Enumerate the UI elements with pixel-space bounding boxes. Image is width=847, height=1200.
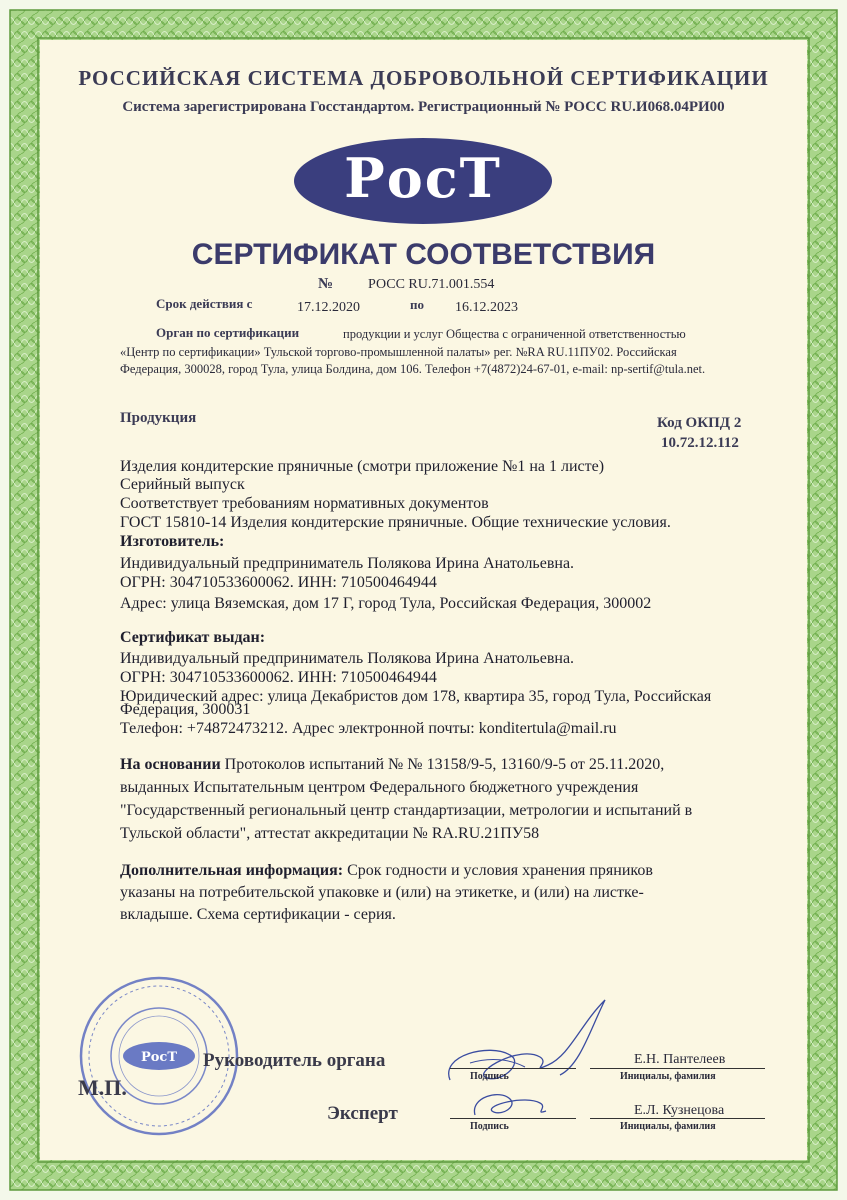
- to-label: по: [410, 297, 424, 312]
- validity-label: Срок действия с: [156, 296, 253, 311]
- head-name: Е.Н. Пантелеев: [634, 1052, 726, 1067]
- additional-line-2: указаны на потребительской упаковке и (или) на этикетке, и (или) на листке-: [120, 884, 644, 901]
- certification-body-line2: «Центр по сертификации» Тульской торгово-промышленной палаты» рег. №RA RU.11ПУ02. Российская: [120, 345, 677, 359]
- number-label: №: [318, 276, 334, 292]
- okpd-code: 10.72.12.112: [661, 435, 739, 451]
- basis-line-3: "Государственный региональный центр стандартизации, метрологии и испытаний в: [120, 802, 693, 819]
- issued-to-label: Сертификат выдан:: [120, 629, 266, 646]
- basis-label: На основании: [120, 756, 221, 773]
- manufacturer-line-1: Индивидуальный предприниматель Полякова Ирина Анатольевна.: [120, 555, 575, 572]
- certificate-title: СЕРТИФИКАТ СООТВЕТСТВИЯ: [191, 238, 656, 271]
- head-name-caption: Инициалы, фамилия: [620, 1071, 716, 1082]
- additional-line-1: [120, 862, 653, 880]
- logo-text: РосТ: [344, 146, 502, 210]
- issued-to-line-4: Федерация, 300031: [120, 701, 251, 718]
- issued-to-line-3: Юридический адрес: улица Декабристов дом 178, квартира 35, город Тула, Российская: [120, 688, 712, 705]
- additional-text-1: Срок годности и условия хранения пряников: [343, 862, 653, 879]
- expert-name: Е.Л. Кузнецова: [634, 1103, 725, 1118]
- expert-label: Эксперт: [327, 1103, 398, 1124]
- head-name-line: [590, 1068, 765, 1069]
- certification-body-line1: продукции и услуг Общества с ограниченной ответственностью: [343, 327, 686, 341]
- issued-to-line-1: Индивидуальный предприниматель Полякова Ирина Анатольевна.: [120, 650, 575, 667]
- additional-label: Дополнительная информация:: [120, 862, 344, 879]
- expert-name-caption: Инициалы, фамилия: [620, 1121, 716, 1132]
- product-label: Продукция: [120, 410, 197, 426]
- certification-body-line3: Федерация, 300028, город Тула, улица Болдина, дом 106. Телефон +7(4872)24-67-01, e-mail: np-sertif@tula.net.: [120, 362, 706, 376]
- registration-line: Система зарегистрирована Госстандартом. Регистрационный № РОСС RU.И068.04РИ00: [122, 99, 725, 115]
- issued-to-line-2: ОГРН: 304710533600062. ИНН: 710500464944: [120, 669, 437, 686]
- expert-signature-line: [450, 1118, 576, 1119]
- valid-from: 17.12.2020: [297, 300, 360, 315]
- okpd-label: Код ОКПД 2: [657, 415, 742, 431]
- certification-body-label: Орган по сертификации: [156, 325, 300, 340]
- head-signature-caption: Подпись: [470, 1071, 509, 1082]
- valid-to: 16.12.2023: [455, 300, 518, 315]
- expert-name-line: [590, 1118, 765, 1119]
- basis-line-4: Тульской области", аттестат аккредитации № RA.RU.21ПУ58: [120, 825, 540, 842]
- stamp-mark: М.П.: [78, 1075, 127, 1100]
- basis-line-1: [120, 756, 664, 774]
- system-name: РОССИЙСКАЯ СИСТЕМА ДОБРОВОЛЬНОЙ СЕРТИФИКАЦИИ: [78, 66, 769, 90]
- manufacturer-line-2: ОГРН: 304710533600062. ИНН: 710500464944: [120, 574, 437, 591]
- issued-to-line-5: Телефон: +74872473212. Адрес электронной почты: konditertula@mail.ru: [120, 720, 617, 737]
- product-line-4: ГОСТ 15810-14 Изделия кондитерские пряничные. Общие технические условия.: [120, 514, 671, 531]
- manufacturer-label: Изготовитель:: [120, 533, 225, 550]
- rost-logo: [294, 138, 552, 224]
- basis-text-1: Протоколов испытаний № № 13158/9-5, 13160/9-5 от 25.11.2020,: [220, 756, 665, 773]
- product-line-3: Соответствует требованиям нормативных документов: [120, 495, 489, 512]
- head-signature-line: [450, 1068, 576, 1069]
- additional-line-3: вкладыше. Схема сертификации - серия.: [120, 906, 396, 923]
- manufacturer-line-3: Адрес: улица Вяземская, дом 17 Г, город Тула, Российская Федерация, 300002: [120, 595, 652, 612]
- expert-signature-caption: Подпись: [470, 1121, 509, 1132]
- head-label: Руководитель органа: [203, 1050, 386, 1071]
- product-line-2: Серийный выпуск: [120, 476, 245, 493]
- svg-text:РосТ: РосТ: [140, 1050, 178, 1065]
- basis-line-2: выданных Испытательным центром Федерального бюджетного учреждения: [120, 779, 639, 796]
- certificate-number: РОСС RU.71.001.554: [368, 277, 495, 292]
- product-line-1: Изделия кондитерские пряничные (смотри приложение №1 на 1 листе): [120, 458, 605, 475]
- signature-scribbles: [430, 985, 630, 1125]
